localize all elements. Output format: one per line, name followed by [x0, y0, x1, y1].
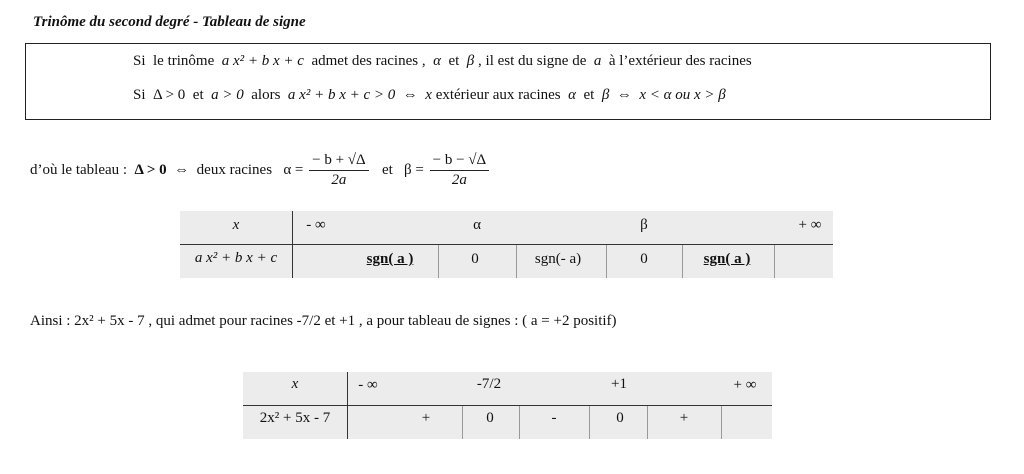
- text-le-trinome: le trinôme: [153, 53, 215, 69]
- table-header-beta: β: [640, 217, 648, 233]
- table-header-plus-infinity: + ∞: [798, 217, 822, 233]
- table2-header-x: x: [291, 376, 299, 392]
- table2-header-root-1: -7/2: [476, 376, 502, 392]
- text-si-2: Si: [133, 87, 146, 103]
- equiv-symbol-3: ⇔: [174, 161, 190, 178]
- a-symbol: a: [593, 53, 602, 69]
- delta-positive: Δ > 0: [134, 161, 167, 178]
- theorem-line-1: [133, 53, 752, 70]
- table-header-x: x: [232, 217, 240, 233]
- result-condition: x < α ou x > β: [639, 87, 726, 103]
- inequality: a x² + b x + c > 0: [287, 87, 396, 103]
- table2-cell-zero-root-2: 0: [616, 410, 624, 426]
- table2-row-label: 2x² + 5x - 7: [259, 410, 331, 426]
- table-tick: [516, 245, 517, 278]
- beta-numerator: − b − √Δ: [430, 152, 490, 171]
- text-admet: admet des racines ,: [311, 53, 426, 69]
- alpha-equals: α =: [283, 161, 304, 178]
- beta-equals: β =: [404, 161, 424, 178]
- table-cell-zero-beta: 0: [640, 251, 648, 267]
- alpha-symbol: α: [433, 53, 441, 69]
- beta-fraction: [430, 152, 490, 189]
- text-alors: alors: [251, 87, 281, 103]
- beta-symbol-2: β: [601, 87, 610, 103]
- table2-tick: [721, 406, 722, 439]
- table2-row-divider: [243, 405, 772, 406]
- table2-header-root-2: +1: [611, 376, 627, 392]
- alpha-fraction: [309, 152, 369, 189]
- text-si: Si: [133, 53, 146, 69]
- table-tick: [774, 245, 775, 278]
- alpha-symbol-2: α: [568, 87, 576, 103]
- table-tick: [682, 245, 683, 278]
- text-et-2: et: [192, 87, 204, 103]
- trinome-expression: a x² + b x + c: [221, 53, 304, 69]
- equiv-symbol: ⇔: [402, 87, 418, 103]
- alpha-denominator: 2a: [331, 172, 347, 188]
- text-exterieur: à l’extérieur des racines: [608, 53, 752, 69]
- text-deux-racines: deux racines: [196, 161, 273, 178]
- table2-header-minus-infinity: - ∞: [358, 377, 378, 393]
- table2-tick: [462, 406, 463, 439]
- table2-cell-zero-root-1: 0: [486, 410, 494, 426]
- table-cell-zero-alpha: 0: [471, 251, 479, 267]
- table2-header-plus-infinity: + ∞: [733, 377, 757, 393]
- example-statement: Ainsi : 2x² + 5x - 7 , qui admet pour racines -7/2 et +1 , a pour tableau de signes : ( a = +2 positif): [30, 313, 617, 329]
- sign-table-general: [180, 211, 833, 278]
- a-condition: a > 0: [211, 87, 244, 103]
- text-et-3: et: [583, 87, 595, 103]
- table2-tick: [647, 406, 648, 439]
- delta-condition: Δ > 0: [153, 87, 186, 103]
- text-et-4: et: [381, 161, 393, 178]
- table2-tick: [589, 406, 590, 439]
- page-title: Trinôme du second degré - Tableau de signe: [33, 14, 306, 30]
- theorem-line-2: [133, 87, 726, 104]
- beta-symbol: β: [466, 53, 475, 69]
- table-cell-sgn-a-right: sgn( a ): [703, 251, 751, 267]
- table-cell-sgn-minus-a: sgn(- a): [534, 251, 582, 267]
- table-row-divider: [180, 244, 833, 245]
- text-dou: d’où le tableau :: [30, 161, 128, 178]
- text-signe-de: , il est du signe de: [478, 53, 587, 69]
- table-cell-sgn-a-left: sgn( a ): [366, 251, 414, 267]
- table-header-alpha: α: [473, 217, 481, 233]
- sign-table-example: [243, 372, 772, 439]
- table-tick: [438, 245, 439, 278]
- table2-cell-plus-right: +: [679, 410, 689, 426]
- table-row-label: a x² + b x + c: [194, 250, 278, 266]
- table2-cell-minus: -: [551, 410, 557, 426]
- alpha-numerator: − b + √Δ: [309, 152, 369, 171]
- theorem-box: [25, 43, 991, 120]
- equiv-symbol-2: ⇔: [616, 87, 632, 103]
- text-exterieur-racines: extérieur aux racines: [435, 87, 561, 103]
- x-symbol: x: [425, 87, 432, 103]
- beta-denominator: 2a: [451, 172, 467, 188]
- table2-tick: [519, 406, 520, 439]
- roots-definition: [30, 152, 491, 189]
- table-tick: [606, 245, 607, 278]
- table-header-minus-infinity: - ∞: [306, 217, 326, 233]
- table2-cell-plus-left: +: [421, 410, 431, 426]
- text-et: et: [448, 53, 460, 69]
